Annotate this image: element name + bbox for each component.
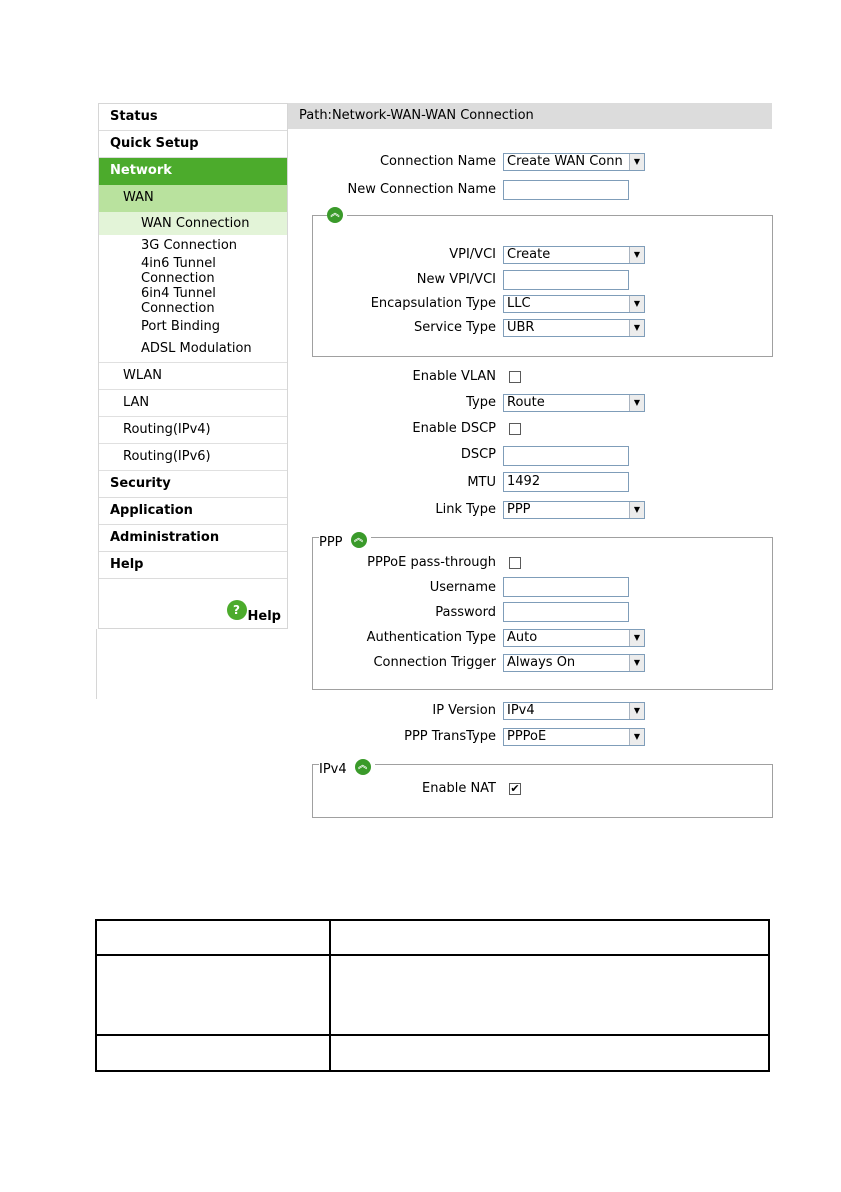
nav-quick-setup[interactable]: Quick Setup (99, 131, 287, 158)
ppp-transtype-value: PPPoE (507, 729, 547, 744)
chevron-down-icon: ▼ (629, 320, 644, 336)
nav-routing-ipv4[interactable]: Routing(IPv4) (99, 417, 287, 444)
ppp-settings-legend (319, 529, 371, 550)
breadcrumb: Path:Network-WAN-WAN Connection (288, 103, 772, 129)
atm-settings-legend (327, 207, 347, 223)
ppp-transtype-label: PPP TransType (404, 729, 496, 744)
nav-adsl-modulation[interactable]: ADSL Modulation (99, 338, 287, 363)
conn-trigger-value: Always On (507, 655, 576, 670)
new-vpi-vci-label: New VPI/VCI (416, 272, 496, 287)
connection-name-value: Create WAN Conn (507, 154, 623, 169)
nav-application[interactable]: Application (99, 498, 287, 525)
chevron-down-icon: ▼ (629, 154, 644, 170)
chevron-down-icon: ▼ (629, 655, 644, 671)
encapsulation-type-value: LLC (507, 296, 531, 311)
auth-type-select[interactable] (503, 629, 645, 647)
help-icon: ? (227, 600, 247, 620)
mtu-input[interactable]: 1492 (503, 472, 629, 492)
table-row (96, 920, 769, 955)
table-cell (96, 1035, 330, 1071)
type-select[interactable] (503, 394, 645, 412)
check-icon: ✔ (510, 782, 520, 795)
table-cell (330, 955, 769, 1035)
ip-version-select[interactable] (503, 702, 645, 720)
ppp-transtype-select[interactable] (503, 728, 645, 746)
table-cell (96, 920, 330, 955)
chevron-down-icon: ▼ (629, 729, 644, 745)
nav-help[interactable]: Help (99, 552, 287, 579)
connection-name-label: Connection Name (379, 154, 496, 169)
auth-type-value: Auto (507, 630, 538, 645)
ipv4-settings-group (312, 760, 773, 818)
table-row (96, 955, 769, 1035)
sidebar (98, 103, 288, 629)
chevron-down-icon: ▼ (629, 247, 644, 263)
help-link-label: Help (247, 608, 281, 624)
service-type-select[interactable] (503, 319, 645, 337)
nav-wlan[interactable]: WLAN (99, 363, 287, 390)
service-type-value: UBR (507, 320, 535, 335)
chevron-down-icon: ▼ (629, 296, 644, 312)
sidebar-border-extension (96, 629, 99, 699)
nav-wan[interactable]: WAN (99, 185, 287, 212)
nav-port-binding[interactable]: Port Binding (141, 319, 221, 334)
encapsulation-type-label: Encapsulation Type (370, 296, 496, 311)
enable-nat-label: Enable NAT (422, 781, 496, 796)
nav-lan[interactable]: LAN (99, 390, 287, 417)
encapsulation-type-select[interactable] (503, 295, 645, 313)
connection-name-select[interactable] (503, 153, 645, 171)
link-type-select[interactable] (503, 501, 645, 519)
vpi-vci-label: VPI/VCI (449, 247, 496, 262)
mtu-label: MTU (467, 475, 496, 490)
nav-3g-connection[interactable]: 3G Connection (141, 238, 238, 253)
nav-4in6-tunnel-line2: Connection (141, 271, 215, 286)
ip-version-label: IP Version (432, 703, 496, 718)
dscp-label: DSCP (460, 447, 496, 462)
nav-administration[interactable]: Administration (99, 525, 287, 552)
nav-network[interactable]: Network (99, 158, 287, 185)
type-label: Type (466, 395, 496, 410)
conn-trigger-select[interactable] (503, 654, 645, 672)
table-row (96, 1035, 769, 1071)
collapse-up-icon[interactable]: ︽ (351, 532, 367, 548)
chevron-down-icon: ▼ (629, 502, 644, 518)
service-type-label: Service Type (413, 320, 496, 335)
nav-6in4-tunnel-line2: Connection (141, 301, 215, 316)
new-connection-name-label: New Connection Name (347, 182, 496, 197)
new-vpi-vci-input[interactable] (503, 270, 629, 290)
chevron-down-icon: ▼ (629, 703, 644, 719)
conn-trigger-label: Connection Trigger (373, 655, 496, 670)
password-label: Password (435, 605, 496, 620)
username-label: Username (429, 580, 496, 595)
nav-6in4-tunnel-line1: 6in4 Tunnel (141, 286, 216, 301)
enable-vlan-checkbox[interactable] (509, 371, 521, 383)
collapse-up-icon[interactable]: ︽ (327, 207, 343, 223)
pppoe-passthrough-label: PPPoE pass-through (367, 555, 496, 570)
chevron-down-icon: ▼ (629, 395, 644, 411)
nav-6in4-tunnel[interactable] (99, 286, 287, 316)
ipv4-settings-legend (319, 756, 375, 777)
type-value: Route (507, 395, 545, 410)
dscp-input[interactable] (503, 446, 629, 466)
chevron-down-icon: ▼ (629, 630, 644, 646)
ipv4-legend-label: IPv4 (319, 762, 347, 777)
enable-dscp-checkbox[interactable] (509, 423, 521, 435)
nav-4in6-tunnel-line1: 4in6 Tunnel (141, 256, 216, 271)
auth-type-label: Authentication Type (366, 630, 496, 645)
help-link[interactable] (227, 603, 281, 626)
nav-4in6-tunnel[interactable] (99, 256, 287, 286)
nav-status[interactable]: Status (99, 104, 287, 131)
ppp-legend-label: PPP (319, 535, 343, 550)
description-table (95, 919, 770, 1072)
enable-vlan-label: Enable VLAN (412, 369, 496, 384)
link-type-value: PPP (507, 502, 531, 517)
table-cell (330, 1035, 769, 1071)
nav-wan-connection[interactable]: WAN Connection (99, 212, 287, 235)
vpi-vci-select[interactable] (503, 246, 645, 264)
link-type-label: Link Type (435, 502, 496, 517)
username-input[interactable] (503, 577, 629, 597)
enable-dscp-label: Enable DSCP (412, 421, 496, 436)
vpi-vci-value: Create (507, 247, 551, 262)
nav-routing-ipv6[interactable]: Routing(IPv6) (99, 444, 287, 471)
collapse-up-icon[interactable]: ︽ (355, 759, 371, 775)
table-cell (330, 920, 769, 955)
table-cell (96, 955, 330, 1035)
password-input[interactable] (503, 602, 629, 622)
new-connection-name-input[interactable] (503, 180, 629, 200)
ip-version-value: IPv4 (507, 703, 535, 718)
pppoe-passthrough-checkbox[interactable] (509, 557, 521, 569)
enable-nat-checkbox[interactable] (509, 783, 521, 795)
nav-security[interactable]: Security (99, 471, 287, 498)
